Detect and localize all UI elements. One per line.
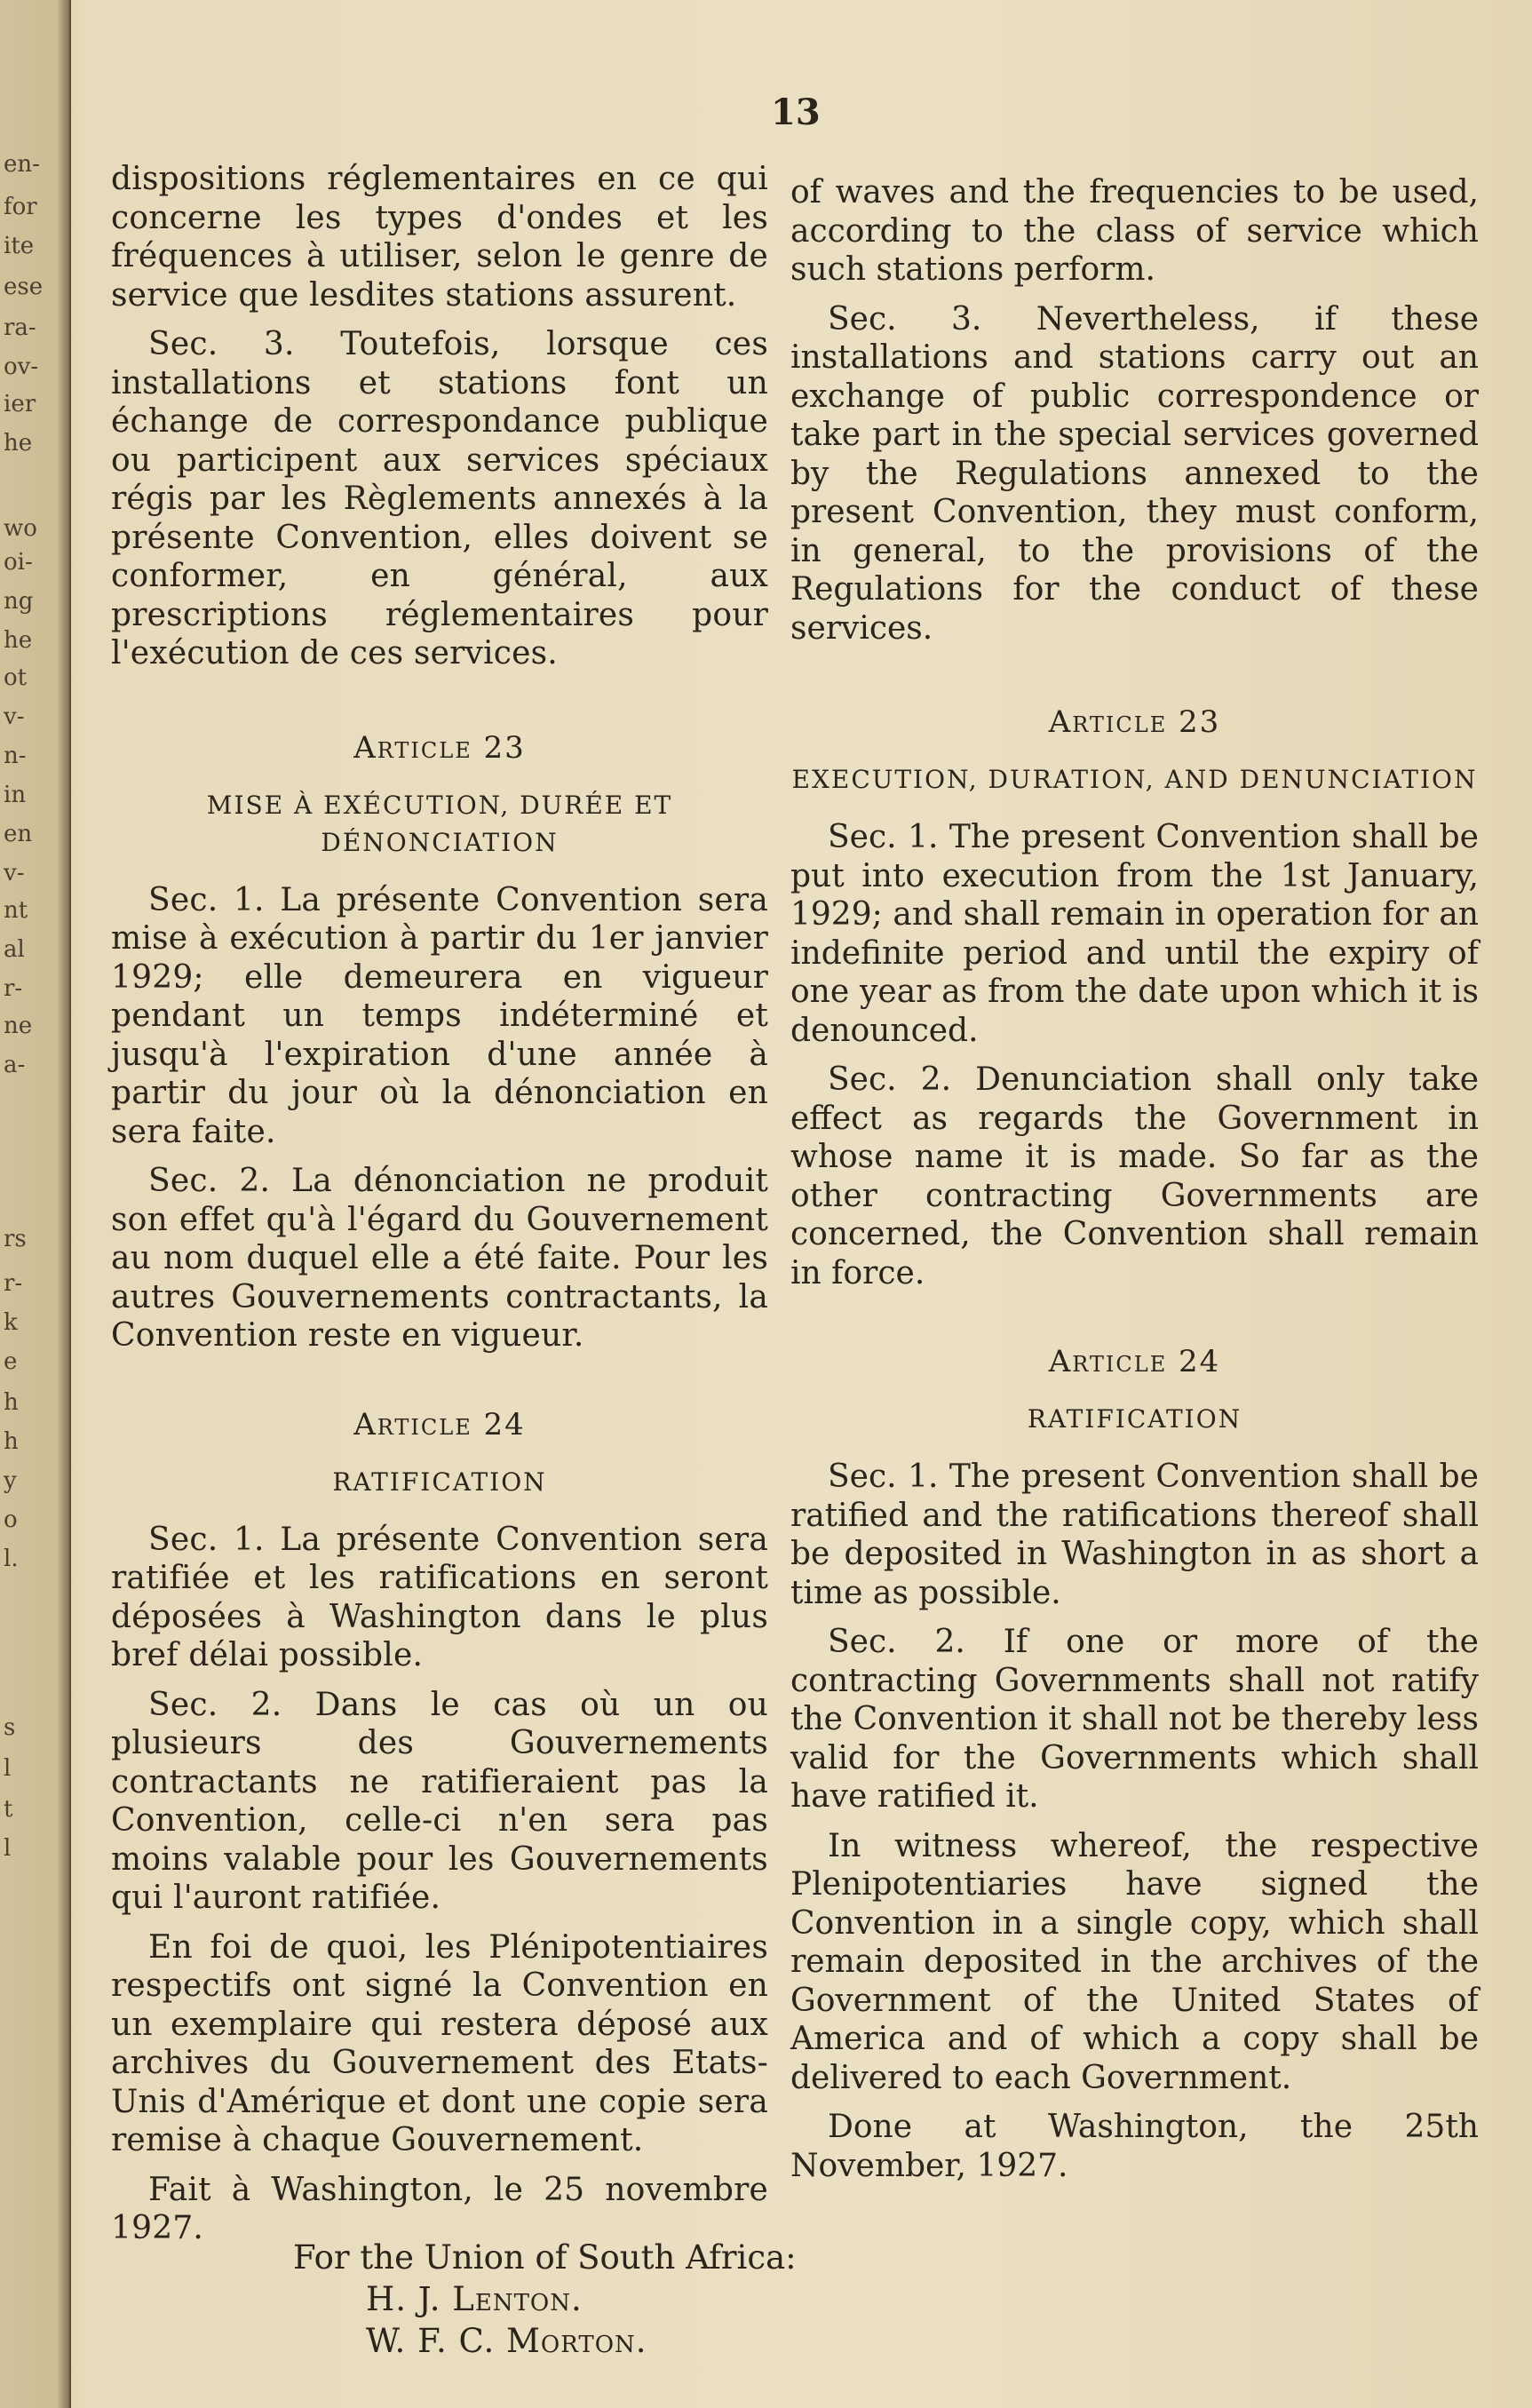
adjacent-page-gutter [0,0,71,2408]
signatory-name: H. J. Lenton. [366,2280,583,2318]
gutter-text-fragment: en [4,821,33,847]
en-article-23-subtitle: EXECUTION, DURATION, AND DENUNCIATION [791,765,1478,794]
gutter-text-fragment: al [4,936,25,963]
fr-sec3-paragraph: Sec. 3. Toutefois, lorsque ces installations et stations font un échange de correspondance publique ou participent aux services spéciaux régis par les Règlements annexés à la présente Convention, elles doivent se conformer, en général, aux prescriptions réglementaires pour l'exécution de ces services. [111,326,768,672]
french-column [111,160,768,2259]
en-a24-sec1-paragraph: Sec. 1. The present Convention shall be ratified and the ratifications thereof shall be deposited in Washington in as short a time as possible. [790,1458,1479,1611]
gutter-text-fragment: y [4,1467,17,1494]
fr-a24-sec1-paragraph: Sec. 1. La présente Convention sera ratifiée et les ratifications en seront déposées à Washington dans le plus bref délai possible. [111,1521,768,1673]
signature-heading: For the Union of South Africa: [293,2238,797,2277]
gutter-text-fragment: wo [4,515,37,542]
en-witness-paragraph: In witness whereof, the respective Plenipotentiaries have signed the Convention in a single copy, which shall remain deposited in the archives of the Government of the United States of America and of which a copy shall be delivered to each Government. [790,1827,1479,2096]
gutter-text-fragment: v- [4,703,25,730]
fr-witness-paragraph: En foi de quoi, les Plénipotentiaires respectifs ont signé la Convention en un exemplaire qui restera déposé aux archives du Gouvernement des Etats-Unis d'Amérique et dont une copie sera remise à chaque Gouvernement. [111,1928,768,2158]
gutter-text-fragment: ier [4,391,36,417]
en-a23-sec2-paragraph: Sec. 2. Denunciation shall only take effect as regards the Government in whose name it is made. So far as the other contracting Governments are concerned, the Convention shall remain in force. [790,1061,1479,1291]
fr-continuation-paragraph: dispositions réglementaires en ce qui concerne les types d'ondes et les fréquences à utiliser, selon le genre de service que lesdites stations assurent. [111,161,768,314]
en-article-24-title: Article 24 [1048,1344,1221,1379]
page-number: 13 [771,91,821,133]
gutter-text-fragment: rs [4,1226,27,1252]
en-article-24-subtitle: RATIFICATION [1027,1404,1242,1434]
fr-article-23-subtitle: MISE À EXÉCUTION, DURÉE ET DÉNONCIATION [206,790,673,857]
gutter-text-fragment: v- [4,860,25,886]
en-a24-sec2-paragraph: Sec. 2. If one or more of the contracting Governments shall not ratify the Convention it shall not be thereby less valid for the Governments which shall have ratified it. [790,1624,1479,1815]
en-done-paragraph: Done at Washington, the 25th November, 1927. [790,2109,1479,2184]
signatory-name: W. F. C. Morton. [366,2322,647,2360]
en-sec3-paragraph: Sec. 3. Nevertheless, if these installations and stations carry out an exchange of public correspondence or take part in the special services governed by the Regulations annexed to the present Convention, they must conform, in general, to the provisions of the Regulations for the conduct of these services. [790,300,1479,647]
gutter-text-fragment: en- [4,151,40,178]
fr-article-23-title: Article 23 [353,729,526,766]
fr-a23-sec1-paragraph: Sec. 1. La présente Convention sera mise à exécution à partir du 1er janvier 1929; elle demeurera en vigueur pendant un temps indéterminé et jusqu'à l'expiration d'une année à partir du jour où la dénonciation en sera faite. [111,881,768,1150]
gutter-text-fragment: r- [4,975,23,1002]
gutter-text-fragment: in [4,782,27,808]
fr-a23-sec2-paragraph: Sec. 2. La dénonciation ne produit son effet qu'à l'égard du Gouvernement au nom duquel elle a été faite. Pour les autres Gouvernements contractants, la Convention reste en vigueur. [111,1163,768,1354]
en-article-23-title: Article 23 [1048,704,1221,740]
gutter-text-fragment: ot [4,664,28,691]
gutter-text-fragment: ne [4,1013,33,1039]
gutter-text-fragment: ng [4,588,34,615]
en-a23-sec1-paragraph: Sec. 1. The present Convention shall be put into execution from the 1st January, 1929; and shall remain in operation for an indefinite period and until the expiry of one year as from the date upon which it is denounced. [790,819,1479,1049]
gutter-text-fragment: ra- [4,314,36,341]
gutter-text-fragment: l [4,1835,12,1862]
gutter-text-fragment: s [4,1714,16,1741]
gutter-text-fragment: k [4,1309,18,1336]
gutter-text-fragment: ov- [4,354,39,380]
english-column [790,173,1479,2196]
gutter-text-fragment: e [4,1348,18,1375]
gutter-text-fragment: for [4,194,37,220]
gutter-text-fragment: h [4,1389,19,1416]
gutter-text-fragment: r- [4,1270,23,1297]
signature-block [293,2237,797,2362]
gutter-text-fragment: oi- [4,549,33,576]
fr-a24-sec2-paragraph: Sec. 2. Dans le cas où un ou plusieurs des Gouvernements contractants ne ratifieraient pas la Convention, celle-ci n'en sera pas moins valable pour les Gouvernements qui l'auront ratifiée. [111,1686,768,1916]
gutter-text-fragment: o [4,1506,18,1533]
gutter-text-fragment: l. [4,1546,19,1572]
gutter-text-fragment: ese [4,274,44,300]
gutter-text-fragment: h [4,1428,19,1455]
gutter-text-fragment: he [4,430,33,457]
en-continuation-paragraph: of waves and the frequencies to be used, according to the class of service which such stations perform. [790,174,1479,288]
gutter-text-fragment: l [4,1755,12,1782]
gutter-text-fragment: n- [4,743,27,769]
gutter-text-fragment: t [4,1796,13,1823]
fr-done-paragraph: Fait à Washington, le 25 novembre 1927. [111,2171,768,2246]
gutter-text-fragment: ite [4,233,35,259]
fr-article-24-subtitle: RATIFICATION [332,1466,547,1497]
gutter-text-fragment: he [4,627,33,654]
gutter-text-fragment: a- [4,1052,26,1078]
fr-article-24-title: Article 24 [353,1406,526,1442]
gutter-text-fragment: nt [4,897,28,924]
